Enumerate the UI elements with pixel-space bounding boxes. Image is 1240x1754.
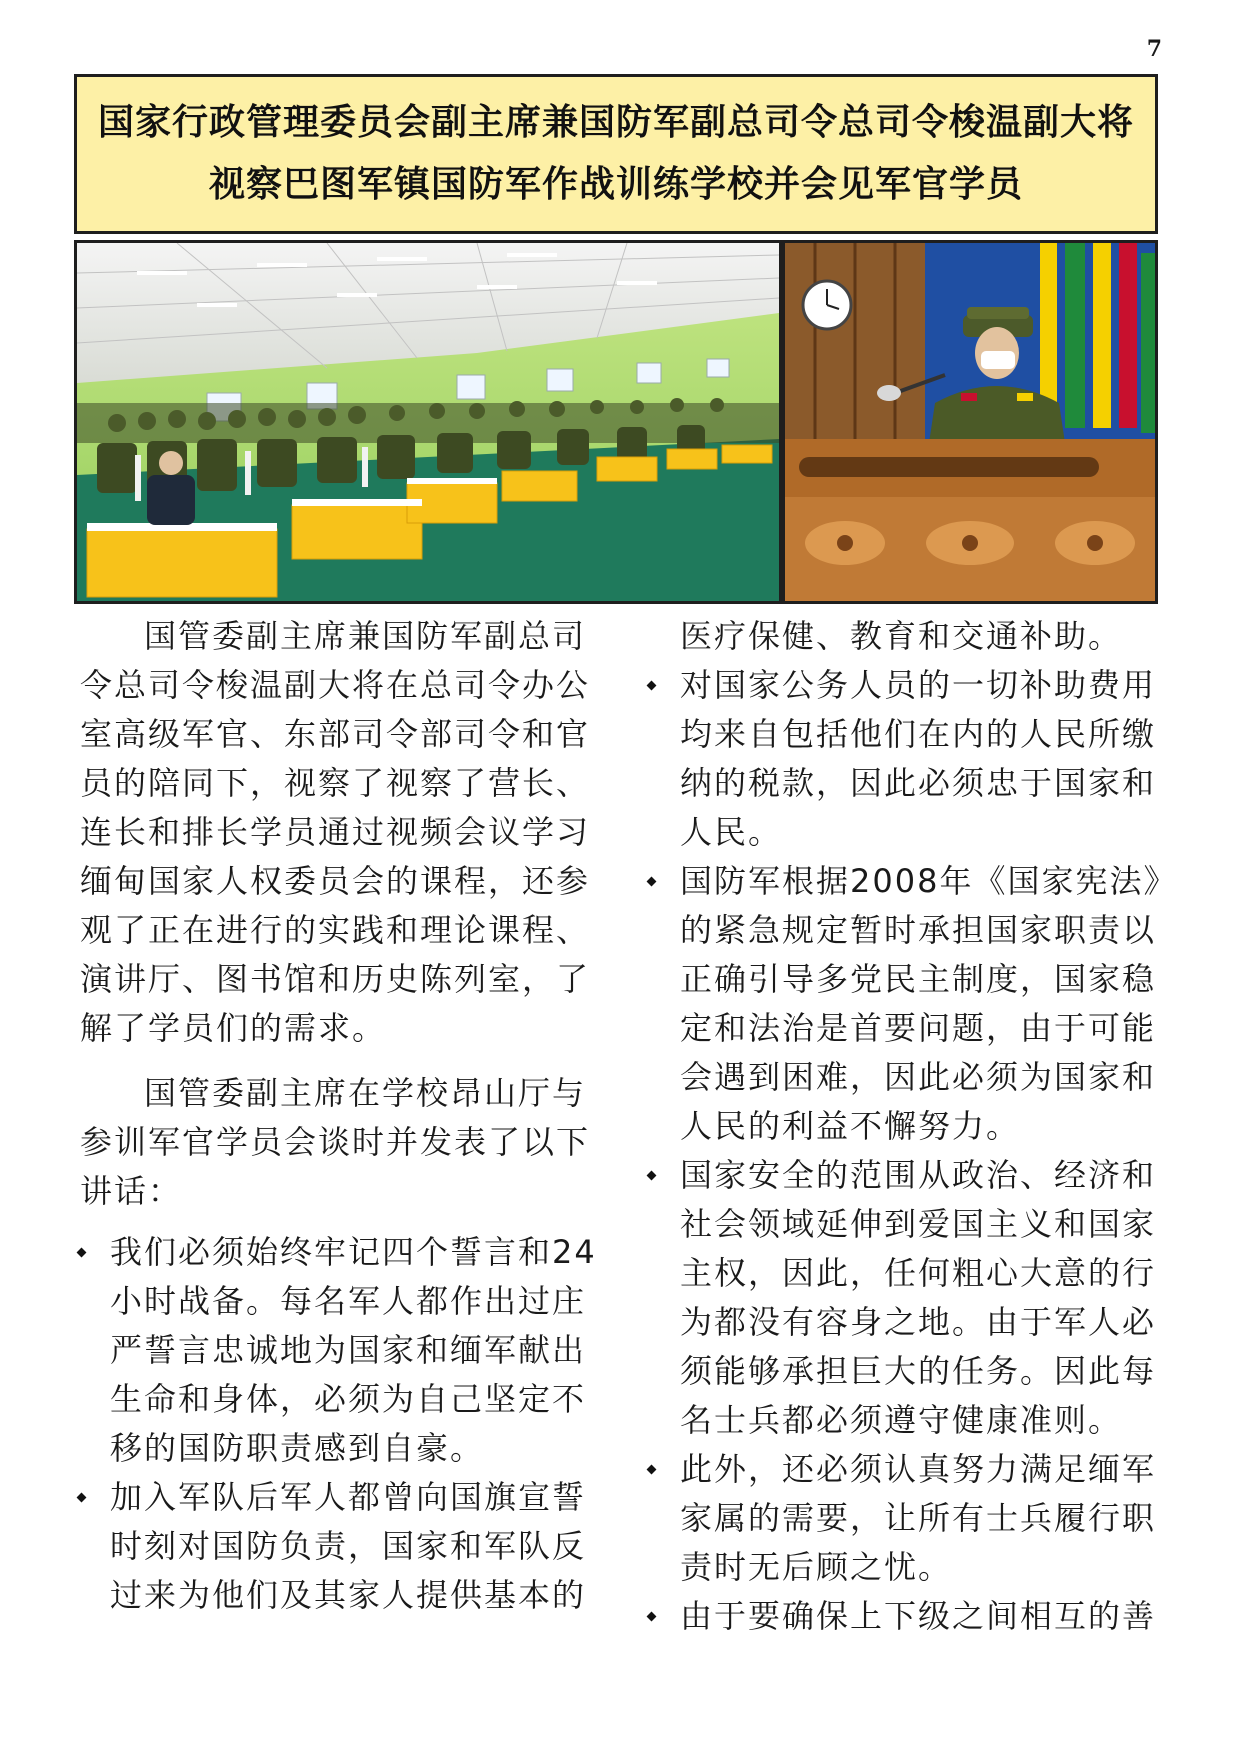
diamond-bullet-icon bbox=[647, 1612, 657, 1622]
list-item bbox=[650, 857, 1170, 1151]
page-number: 7 bbox=[1146, 36, 1162, 62]
left-text-column bbox=[80, 612, 600, 1620]
list-item bbox=[650, 1592, 1170, 1641]
diamond-bullet-icon bbox=[647, 1171, 657, 1181]
diamond-bullet-icon bbox=[647, 1465, 657, 1475]
headline-box bbox=[74, 74, 1158, 234]
bullet-text: 此外，还必须认真努力满足缅军家属的需要，让所有士兵履行职责时无后顾之忧。 bbox=[680, 1450, 1157, 1586]
bullet-text: 加入军队后军人都曾向国旗宣誓时刻对国防负责，国家和军队反过来为他们及其家人提供基本的 bbox=[110, 1478, 587, 1614]
auditorium-illustration bbox=[77, 243, 779, 601]
podium-illustration bbox=[785, 243, 1155, 601]
paragraph-speech-intro: 国管委副主席在学校昂山厅与参训军官学员会谈时并发表了以下讲话： bbox=[80, 1074, 591, 1210]
speech-points-left bbox=[80, 1228, 600, 1620]
list-item bbox=[650, 1445, 1170, 1592]
bullet-continuation: 医疗保健、教育和交通补助。 bbox=[680, 617, 1123, 655]
auditorium-officers-photo bbox=[77, 243, 779, 601]
list-item bbox=[650, 661, 1170, 857]
bullet-text: 对国家公务人员的一切补助费用均来自包括他们在内的人民所缴纳的税款，因此必须忠于国家和人民。 bbox=[680, 666, 1157, 851]
diamond-bullet-icon bbox=[77, 1493, 87, 1503]
paragraph-inspection: 国管委副主席兼国防军副总司令总司令梭温副大将在总司令办公室高级军官、东部司令部司令和官员的陪同下，视察了视察了营长、连长和排长学员通过视频会议学习缅甸国家人权委员会的课程，还参观了正在进行的实践和理论课程、演讲厅、图书馆和历史陈列室，了解了学员们的需求。 bbox=[80, 617, 591, 1047]
diamond-bullet-icon bbox=[647, 877, 657, 887]
diamond-bullet-icon bbox=[77, 1248, 87, 1258]
photo-strip bbox=[74, 240, 1158, 604]
list-item bbox=[80, 1473, 600, 1620]
list-item bbox=[650, 1151, 1170, 1445]
diamond-bullet-icon bbox=[647, 681, 657, 691]
speaker-at-podium-photo bbox=[785, 243, 1155, 601]
bullet-text: 国家安全的范围从政治、经济和社会领域延伸到爱国主义和国家主权，因此，任何粗心大意的行为都没有容身之地。由于军人必须能够承担巨大的任务。因此每名士兵都必须遵守健康准则。 bbox=[680, 1156, 1157, 1439]
headline-line-1: 国家行政管理委员会副主席兼国防军副总司令总司令梭温副大将 bbox=[97, 102, 1134, 143]
bullet-text: 我们必须始终牢记四个誓言和24小时战备。每名军人都作出过庄严誓言忠诚地为国家和缅军献出生命和身体，必须为自己坚定不移的国防职责感到自豪。 bbox=[110, 1233, 597, 1467]
speech-points-right bbox=[650, 661, 1170, 1641]
bullet-text: 国防军根据2008年《国家宪法》的紧急规定暂时承担国家职责以正确引导多党民主制度，国家稳定和法治是首要问题，由于可能会遇到困难，因此必须为国家和人民的利益不懈努力。 bbox=[680, 862, 1162, 1145]
right-text-column bbox=[650, 612, 1170, 1641]
list-item bbox=[80, 1228, 600, 1473]
bullet-text: 由于要确保上下级之间相互的善 bbox=[680, 1597, 1157, 1635]
headline-line-2: 视察巴图军镇国防军作战训练学校并会见军官学员 bbox=[208, 164, 1023, 205]
